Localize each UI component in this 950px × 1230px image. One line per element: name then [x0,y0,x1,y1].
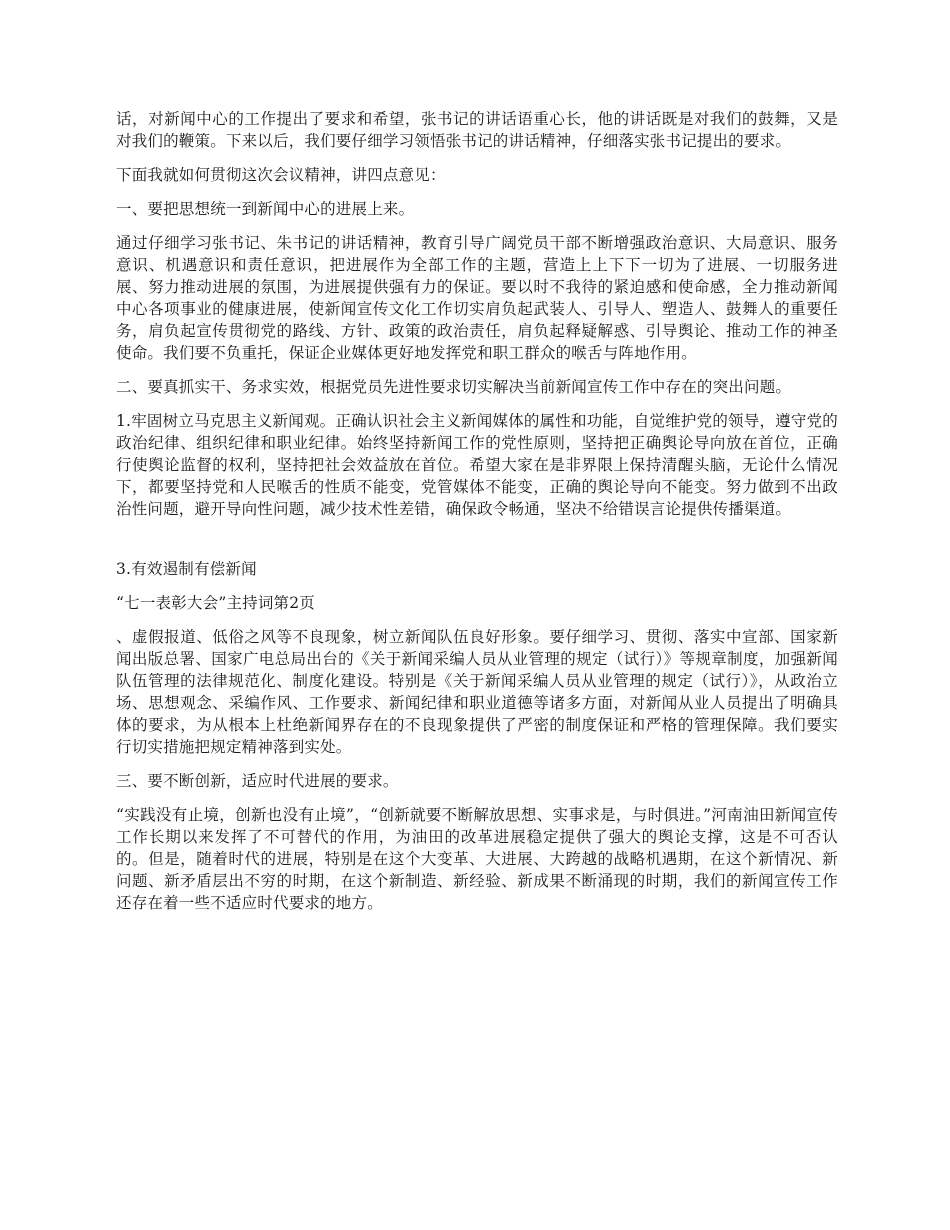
page-marker: “七一表彰大会”主持词第2页 [116,594,316,612]
document-page [116,108,838,926]
paragraph-speech-intro: 话，对新闻中心的工作提出了要求和希望，张书记的讲话语重心长，他的讲话既是对我们的鼓舞，又是对我们的鞭策。下来以后，我们要仔细学习领悟张书记的讲话精神，仔细落实张书记提出的要求。 [116,110,838,150]
heading-point-one: 一、要把思想统一到新闻中心的进展上来。 [116,200,415,218]
paragraph-point-three-body: “实践没有止境，创新也没有止境”，“创新就要不断解放思想、实事求是，与时俱进。”河南油田新闻宣传工作长期以来发挥了不可替代的作用，为油田的改革进展稳定提供了强大的舆论支撑，这是不可否认的。但是，随着时代的进展，特别是在这个大变革、大进展、大跨越的战略机遇期，在这个新情况、新问题、新矛盾层出不穷的时期，在这个新制造、新经验、新成果不断涌现的时期，我们的新闻宣传工作还存在着一些不适应时代要求的地方。 [116,806,838,912]
heading-point-two: 二、要真抓实干、务求实效，根据党员先进性要求切实解决当前新闻宣传工作中存在的突出问题。 [116,378,792,396]
paragraph-item-1: 1.牢固树立马克思主义新闻观。正确认识社会主义新闻媒体的属性和功能，自觉维护党的领导，遵守党的政治纪律、组织纪律和职业纪律。始终坚持新闻工作的党性原则，坚持把正确舆论导向放在首位，正确行使舆论监督的权利，坚持把社会效益放在首位。希望大家在是非界限上保持清醒头脑，无论什么情况下，都要坚持党和人民喉舌的性质不能变，党管媒体不能变，正确的舆论导向不能变。努力做到不出政治性问题，避开导向性问题，减少技术性差错，确保政令畅通，坚决不给错误言论提供传播渠道。 [116,412,838,518]
heading-item-3: 3.有效遏制有偿新闻 [116,560,257,578]
paragraph-four-points: 下面我就如何贯彻这次会议精神，讲四点意见： [116,166,446,184]
heading-point-three: 三、要不断创新，适应时代进展的要求。 [116,772,399,790]
paragraph-item-3-body: 、虚假报道、低俗之风等不良现象，树立新闻队伍良好形象。要仔细学习、贯彻、落实中宣部、国家新闻出版总署、国家广电总局出台的《关于新闻采编人员从业管理的规定（试行）》等规章制度，加强新闻队伍管理的法律规范化、制度化建设。特别是《关于新闻采编人员从业管理的规定（试行）》，从政治立场、思想观念、采编作风、工作要求、新闻纪律和职业道德等诸多方面，对新闻从业人员提出了明确具体的要求，为从根本上杜绝新闻界存在的不良现象提供了严密的制度保证和严格的管理保障。我们要实行切实措施把规定精神落到实处。 [116,628,838,756]
paragraph-point-one-body: 通过仔细学习张书记、朱书记的讲话精神，教育引导广阔党员干部不断增强政治意识、大局意识、服务意识、机遇意识和责任意识，把进展作为全部工作的主题，营造上上下下一切为了进展、一切服务进展、努力推动进展的氛围，为进展提供强有力的保证。要以时不我待的紧迫感和使命感，全力推动新闻中心各项事业的健康进展，使新闻宣传文化工作切实肩负起武装人、引导人、塑造人、鼓舞人的重要任务，肩负起宣传贯彻党的路线、方针、政策的政治责任，肩负起释疑解惑、引导舆论、推动工作的神圣使命。我们要不负重托，保证企业媒体更好地发挥党和职工群众的喉舌与阵地作用。 [116,234,838,362]
